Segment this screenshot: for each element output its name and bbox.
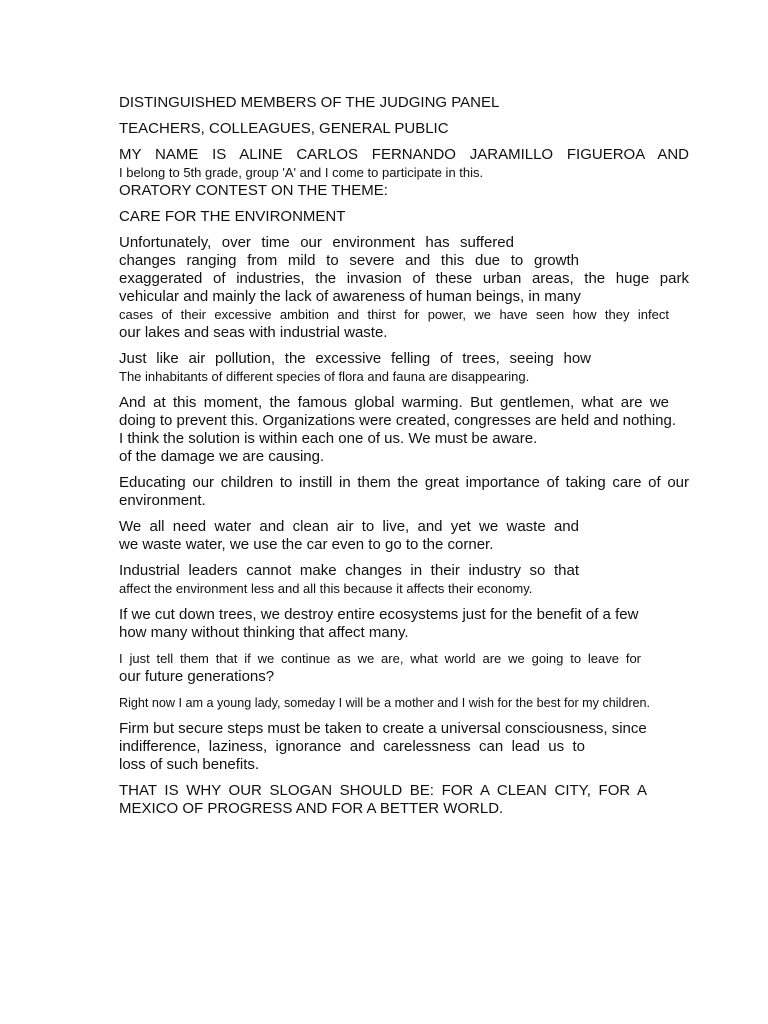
paragraph xyxy=(119,694,689,712)
text-line: indifference, laziness, ignorance and carelessness can lead us to xyxy=(119,738,585,755)
text-line: how many without thinking that affect many. xyxy=(119,624,409,641)
text-line: doing to prevent this. Organizations were created, congresses are held and nothing. xyxy=(119,412,677,429)
paragraph xyxy=(119,720,689,774)
speech-text xyxy=(119,94,689,826)
paragraph xyxy=(119,146,689,200)
text-line: Unfortunately, over time our environment has suffered xyxy=(119,234,514,251)
text-line: vehicular and mainly the lack of awareness of human beings, in many xyxy=(119,288,581,305)
text-line: I belong to 5th grade, group 'A' and I come to participate in this. xyxy=(119,165,484,180)
text-line: our lakes and seas with industrial waste. xyxy=(119,324,388,341)
text-line: Educating our children to instill in them the great importance of taking care of our xyxy=(119,474,689,491)
text-line: Industrial leaders cannot make changes in their industry so that xyxy=(119,562,579,579)
paragraph xyxy=(119,208,689,226)
text-line: Firm but secure steps must be taken to create a universal consciousness, since xyxy=(119,720,647,737)
text-line: Just like air pollution, the excessive felling of trees, seeing how xyxy=(119,350,591,367)
paragraph xyxy=(119,94,689,112)
paragraph xyxy=(119,782,689,818)
text-line: We all need water and clean air to live, and yet we waste and xyxy=(119,518,579,535)
paragraph xyxy=(119,234,689,342)
text-line: cases of their excessive ambition and thirst for power, we have seen how they infect xyxy=(119,307,669,322)
paragraph xyxy=(119,474,689,510)
text-line: our future generations? xyxy=(119,668,275,685)
text-line: DISTINGUISHED MEMBERS OF THE JUDGING PANEL xyxy=(119,94,500,111)
text-line: TEACHERS, COLLEAGUES, GENERAL PUBLIC xyxy=(119,120,449,137)
text-line: I think the solution is within each one of us. We must be aware. xyxy=(119,430,538,447)
text-line: Right now I am a young lady, someday I will be a mother and I wish for the best for my children. xyxy=(119,696,651,710)
text-line: changes ranging from mild to severe and this due to growth xyxy=(119,252,579,269)
text-line: we waste water, we use the car even to go to the corner. xyxy=(119,536,494,553)
text-line: And at this moment, the famous global warming. But gentlemen, what are we xyxy=(119,394,669,411)
text-line: exaggerated of industries, the invasion of these urban areas, the huge park xyxy=(119,270,689,287)
paragraph xyxy=(119,350,689,386)
paragraph xyxy=(119,650,689,686)
text-line: The inhabitants of different species of flora and fauna are disappearing. xyxy=(119,369,530,384)
paragraph xyxy=(119,562,689,598)
paragraph xyxy=(119,394,689,466)
text-line: CARE FOR THE ENVIRONMENT xyxy=(119,208,346,225)
text-line: of the damage we are causing. xyxy=(119,448,325,465)
text-line: MEXICO OF PROGRESS AND FOR A BETTER WORLD. xyxy=(119,800,504,817)
text-line: environment. xyxy=(119,492,206,509)
text-line: MY NAME IS ALINE CARLOS FERNANDO JARAMILLO FIGUEROA AND xyxy=(119,146,689,163)
text-line: If we cut down trees, we destroy entire ecosystems just for the benefit of a few xyxy=(119,606,639,623)
text-line: affect the environment less and all this because it affects their economy. xyxy=(119,581,533,596)
text-line: I just tell them that if we continue as we are, what world are we going to leave for xyxy=(119,651,641,666)
paragraph xyxy=(119,518,689,554)
paragraph xyxy=(119,606,689,642)
text-line: THAT IS WHY OUR SLOGAN SHOULD BE: FOR A CLEAN CITY, FOR A xyxy=(119,782,647,799)
text-line: loss of such benefits. xyxy=(119,756,260,773)
paragraph xyxy=(119,120,689,138)
text-line: ORATORY CONTEST ON THE THEME: xyxy=(119,182,388,199)
